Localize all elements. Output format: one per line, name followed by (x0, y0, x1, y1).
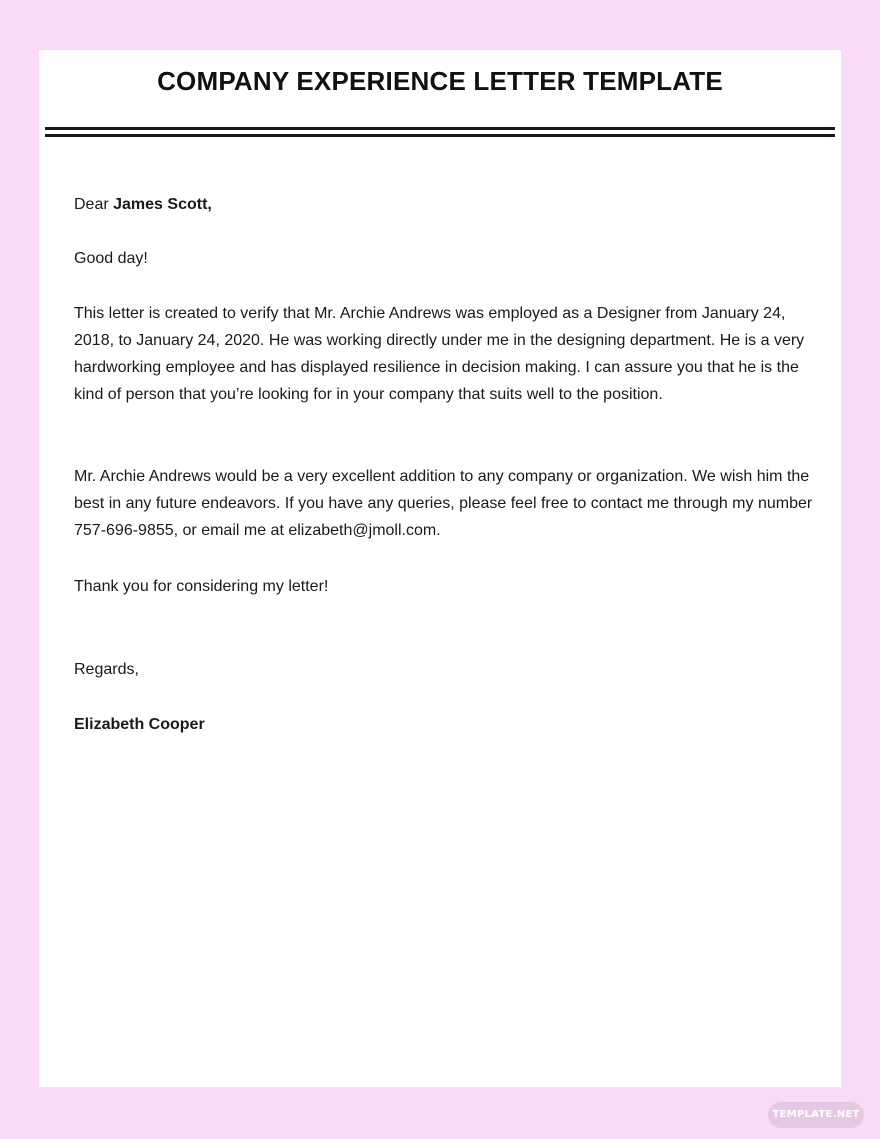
title-divider-bottom (45, 134, 835, 137)
closing-line: Regards, (74, 661, 139, 678)
signer-name: Elizabeth Cooper (74, 716, 205, 733)
title-divider-top (45, 127, 835, 130)
salutation-prefix: Dear (74, 196, 114, 213)
greeting-line: Good day! (74, 250, 148, 267)
document-title: COMPANY EXPERIENCE LETTER TEMPLATE (157, 66, 723, 96)
body-paragraph-2: Mr. Archie Andrews would be a very excellent addition to any company or organization. We wish him the best in any future endeavors. If you have any queries, please feel free to contact me through my number 757-696-9855, or email me at elizabeth@jmoll.com. (74, 468, 813, 539)
salutation (74, 191, 814, 218)
recipient-name: James Scott, (113, 196, 212, 213)
template-watermark-badge: TEMPLATE.NET (768, 1102, 864, 1128)
thanks-line: Thank you for considering my letter! (74, 578, 329, 595)
body-paragraph-1: This letter is created to verify that Mr. Archie Andrews was employed as a Designer from January 24, 2018, to January 24, 2020. He was working directly under me in the designing department. He is a very hardworking employee and has displayed resilience in decision making. I can assure you that he is the kind of person that you’re looking for in your company that suits well to the position. (74, 305, 805, 403)
letter-page (39, 50, 841, 1087)
